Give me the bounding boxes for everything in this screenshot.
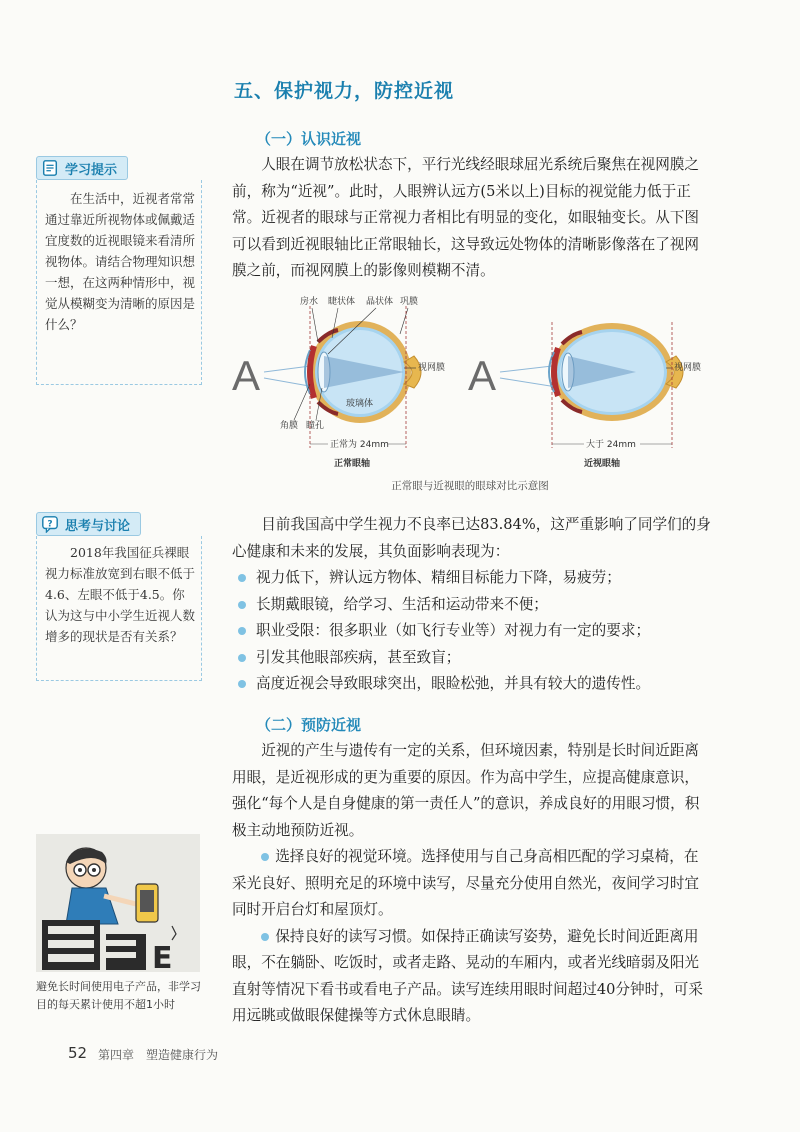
eye-diagram-svg — [228, 292, 712, 472]
figure-caption: 正常眼与近视眼的眼球对比示意图 — [391, 480, 549, 492]
page-title: 五、保护视力，防控近视 — [234, 80, 455, 102]
label-normal-measure: 正常为 24mm — [330, 440, 389, 450]
discussion-box — [36, 512, 202, 681]
list-item: 视力低下，辨认远方物体、精细目标能力下降，易疲劳； — [232, 565, 712, 592]
study-tip-label: 学习提示 — [65, 162, 118, 178]
discussion-tag — [36, 512, 141, 536]
list-item: 高度近视会导致眼球突出，眼睑松弛，并具有较大的遗传性。 — [232, 671, 712, 698]
section-heading-recognize-myopia: （一）认识近视 — [256, 130, 362, 148]
label-ciliary: 睫状体 — [328, 297, 356, 307]
section-heading-prevent-myopia: （二）预防近视 — [256, 716, 362, 734]
label-myopia-axis: 近视眼轴 — [584, 459, 621, 469]
label-cornea: 角膜 — [280, 421, 299, 431]
label-sclera: 巩膜 — [400, 297, 419, 307]
list-item: 引发其他眼部疾病，甚至致盲； — [232, 645, 712, 672]
prevention-section — [232, 738, 712, 1030]
intro-paragraph — [232, 152, 710, 285]
svg-text:?: ? — [47, 519, 53, 530]
study-tip-body — [36, 180, 202, 385]
label-aqueous: 房水 — [300, 297, 319, 307]
impact-list — [232, 565, 712, 698]
prevention-item-environment: 选择良好的视觉环境。选择使用与自己身高相匹配的学习桌椅，在采光良好、照明充足的环境中读写，尽量充分使用自然光，夜间学习时宜同时开启台灯和屋顶灯。 — [232, 848, 700, 918]
prevention-item-reading: 保持良好的读写习惯。如保持正确读写姿势，避免长时间近距离用眼，不在躺卧、吃饭时，或者走路、晃动的车厢内，或者光线暗弱及阳光直射等情况下看书或看电子产品。读写连续用眼时间超过40分钟时，可采用远眺或做眼保健操等方式休息眼睛。 — [232, 927, 703, 1024]
page-number: 52 — [68, 1044, 88, 1062]
target-letter-right: A — [468, 352, 497, 399]
label-vitreous: 玻璃体 — [346, 399, 374, 409]
discussion-text: 2018年我国征兵裸眼视力标准放宽到右眼不低于4.6、左眼不低于4.5。你认为这与中小学生近视人数增多的现状是否有关系？ — [45, 545, 196, 644]
list-item: 职业受限：很多职业（如飞行专业等）对视力有一定的要求； — [232, 618, 712, 645]
label-retina-left: 视网膜 — [418, 363, 446, 373]
discussion-label: 思考与讨论 — [65, 518, 131, 534]
question-bubble-icon — [41, 515, 59, 533]
label-myopia-measure: 大于 24mm — [586, 440, 636, 450]
myopic-eye — [549, 326, 683, 418]
study-tip-box — [36, 156, 202, 385]
list-item: 长期戴眼镜，给学习、生活和运动带来不便； — [232, 592, 712, 619]
myopia-definition-text: 人眼在调节放松状态下，平行光线经眼球屈光系统后聚焦在视网膜之前，称为“近视”。此时，人眼辨认远方(5米以上)目标的视觉能力低于正常。近视者的眼球与正常视力者相比有明显的变化，如眼轴变长。从下图可以看到近视眼轴比正常眼轴长，这导致远处物体的清晰影像落在了视网膜之前，而视网膜上的影像则模糊不清。 — [232, 156, 700, 279]
prevention-intro: 近视的产生与遗传有一定的关系，但环境因素，特别是长时间近距离用眼，是近视形成的更为重要的原因。作为高中学生，应提高健康意识，强化“每个人是自身健康的第一责任人”的意识，养成良好的用眼习惯，积极主动地预防近视。 — [232, 742, 700, 839]
label-normal-axis: 正常眼轴 — [334, 459, 371, 469]
impact-paragraph: 目前我国高中学生视力不良率已达83.84%，这严重影响了同学们的身心健康和未来的发展，其负面影响表现为： — [232, 516, 711, 560]
eye-chart-e-small: E — [152, 941, 173, 972]
study-tip-text: 在生活中，近视者常常通过靠近所视物体或佩戴适宜度数的近视眼镜来看清所视物体。请结合物理知识想一想，在这两种情形中，视觉从模糊变为清晰的原因是什么？ — [45, 191, 196, 332]
eye-comparison-figure — [228, 292, 712, 498]
chapter-footer: 第四章 塑造健康行为 — [98, 1048, 219, 1062]
cartoon-illustration — [36, 834, 200, 972]
impact-section — [232, 512, 712, 698]
cartoon-caption: 避免长时间使用电子产品，非学习目的每天累计使用不超1小时 — [36, 980, 201, 1011]
study-tip-tag — [36, 156, 128, 180]
notepad-icon — [41, 159, 59, 177]
target-letter-left: A — [232, 352, 261, 399]
discussion-body — [36, 536, 202, 681]
label-lens: 晶状体 — [366, 297, 394, 307]
cartoon-svg — [36, 834, 200, 972]
label-retina-right: 视网膜 — [674, 363, 702, 373]
label-pupil: 瞳孔 — [306, 421, 325, 431]
